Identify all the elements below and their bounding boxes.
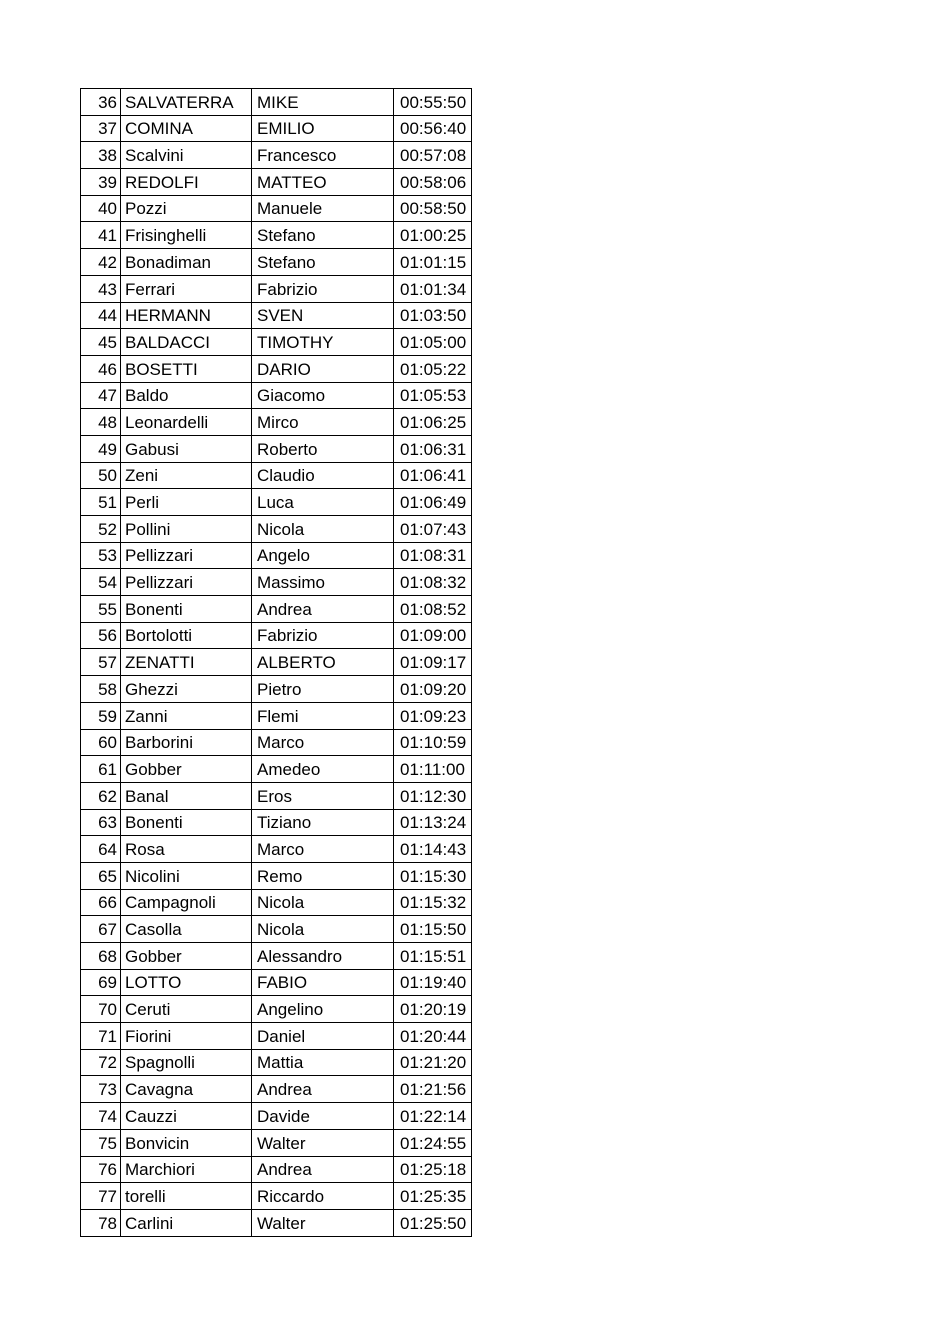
surname-cell: Ghezzi — [121, 676, 252, 703]
time-cell: 01:01:15 — [394, 249, 472, 276]
time-cell: 01:20:44 — [394, 1023, 472, 1050]
position-cell: 59 — [81, 702, 121, 729]
time-cell: 01:25:50 — [394, 1209, 472, 1236]
time-cell: 01:06:49 — [394, 489, 472, 516]
table-row — [81, 542, 472, 569]
table-row — [81, 1183, 472, 1210]
time-cell: 01:05:53 — [394, 382, 472, 409]
table-row — [81, 996, 472, 1023]
first-name-cell: Stefano — [252, 222, 394, 249]
position-cell: 77 — [81, 1183, 121, 1210]
table-row — [81, 516, 472, 543]
table-row — [81, 676, 472, 703]
surname-cell: HERMANN — [121, 302, 252, 329]
position-cell: 51 — [81, 489, 121, 516]
first-name-cell: Luca — [252, 489, 394, 516]
time-cell: 00:56:40 — [394, 115, 472, 142]
table-row — [81, 596, 472, 623]
first-name-cell: Fabrizio — [252, 622, 394, 649]
time-cell: 01:21:56 — [394, 1076, 472, 1103]
surname-cell: Rosa — [121, 836, 252, 863]
results-table-body — [81, 89, 472, 1237]
first-name-cell: MIKE — [252, 89, 394, 116]
surname-cell: ZENATTI — [121, 649, 252, 676]
time-cell: 00:58:50 — [394, 195, 472, 222]
surname-cell: Carlini — [121, 1209, 252, 1236]
time-cell: 01:03:50 — [394, 302, 472, 329]
time-cell: 01:05:22 — [394, 355, 472, 382]
position-cell: 70 — [81, 996, 121, 1023]
surname-cell: Marchiori — [121, 1156, 252, 1183]
surname-cell: BOSETTI — [121, 355, 252, 382]
first-name-cell: Flemi — [252, 702, 394, 729]
surname-cell: Ferrari — [121, 275, 252, 302]
position-cell: 47 — [81, 382, 121, 409]
time-cell: 01:06:41 — [394, 462, 472, 489]
results-table — [80, 88, 472, 1237]
first-name-cell: Marco — [252, 836, 394, 863]
position-cell: 65 — [81, 862, 121, 889]
position-cell: 41 — [81, 222, 121, 249]
table-row — [81, 409, 472, 436]
surname-cell: Zeni — [121, 462, 252, 489]
surname-cell: Fiorini — [121, 1023, 252, 1050]
surname-cell: Leonardelli — [121, 409, 252, 436]
surname-cell: Barborini — [121, 729, 252, 756]
surname-cell: BALDACCI — [121, 329, 252, 356]
position-cell: 61 — [81, 756, 121, 783]
surname-cell: Nicolini — [121, 862, 252, 889]
first-name-cell: SVEN — [252, 302, 394, 329]
table-row — [81, 1103, 472, 1130]
table-row — [81, 1156, 472, 1183]
table-row — [81, 1023, 472, 1050]
first-name-cell: Walter — [252, 1209, 394, 1236]
time-cell: 01:08:32 — [394, 569, 472, 596]
surname-cell: Cauzzi — [121, 1103, 252, 1130]
position-cell: 55 — [81, 596, 121, 623]
first-name-cell: Giacomo — [252, 382, 394, 409]
table-row — [81, 195, 472, 222]
surname-cell: Baldo — [121, 382, 252, 409]
table-row — [81, 569, 472, 596]
first-name-cell: Andrea — [252, 1076, 394, 1103]
position-cell: 44 — [81, 302, 121, 329]
surname-cell: Gobber — [121, 943, 252, 970]
position-cell: 43 — [81, 275, 121, 302]
time-cell: 01:15:30 — [394, 862, 472, 889]
table-row — [81, 329, 472, 356]
position-cell: 73 — [81, 1076, 121, 1103]
table-row — [81, 115, 472, 142]
table-row — [81, 355, 472, 382]
table-row — [81, 729, 472, 756]
time-cell: 01:15:51 — [394, 943, 472, 970]
table-row — [81, 809, 472, 836]
surname-cell: torelli — [121, 1183, 252, 1210]
first-name-cell: Marco — [252, 729, 394, 756]
position-cell: 45 — [81, 329, 121, 356]
time-cell: 01:00:25 — [394, 222, 472, 249]
time-cell: 01:07:43 — [394, 516, 472, 543]
time-cell: 01:25:35 — [394, 1183, 472, 1210]
surname-cell: Bonenti — [121, 809, 252, 836]
first-name-cell: Nicola — [252, 889, 394, 916]
position-cell: 76 — [81, 1156, 121, 1183]
time-cell: 01:13:24 — [394, 809, 472, 836]
table-row — [81, 756, 472, 783]
time-cell: 01:01:34 — [394, 275, 472, 302]
position-cell: 38 — [81, 142, 121, 169]
surname-cell: Frisinghelli — [121, 222, 252, 249]
first-name-cell: Davide — [252, 1103, 394, 1130]
table-row — [81, 1049, 472, 1076]
time-cell: 01:25:18 — [394, 1156, 472, 1183]
table-row — [81, 862, 472, 889]
time-cell: 01:24:55 — [394, 1129, 472, 1156]
time-cell: 00:58:06 — [394, 169, 472, 196]
position-cell: 46 — [81, 355, 121, 382]
first-name-cell: Mattia — [252, 1049, 394, 1076]
position-cell: 54 — [81, 569, 121, 596]
position-cell: 75 — [81, 1129, 121, 1156]
surname-cell: Bortolotti — [121, 622, 252, 649]
time-cell: 01:12:30 — [394, 782, 472, 809]
first-name-cell: Amedeo — [252, 756, 394, 783]
table-row — [81, 142, 472, 169]
first-name-cell: Claudio — [252, 462, 394, 489]
first-name-cell: Massimo — [252, 569, 394, 596]
first-name-cell: Nicola — [252, 516, 394, 543]
time-cell: 01:09:00 — [394, 622, 472, 649]
table-row — [81, 969, 472, 996]
position-cell: 58 — [81, 676, 121, 703]
table-row — [81, 889, 472, 916]
position-cell: 48 — [81, 409, 121, 436]
surname-cell: Pellizzari — [121, 542, 252, 569]
first-name-cell: Stefano — [252, 249, 394, 276]
position-cell: 68 — [81, 943, 121, 970]
table-row — [81, 916, 472, 943]
table-row — [81, 435, 472, 462]
position-cell: 56 — [81, 622, 121, 649]
position-cell: 53 — [81, 542, 121, 569]
time-cell: 01:19:40 — [394, 969, 472, 996]
first-name-cell: Manuele — [252, 195, 394, 222]
time-cell: 01:09:20 — [394, 676, 472, 703]
surname-cell: Perli — [121, 489, 252, 516]
first-name-cell: Mirco — [252, 409, 394, 436]
table-row — [81, 222, 472, 249]
table-row — [81, 782, 472, 809]
first-name-cell: Andrea — [252, 1156, 394, 1183]
first-name-cell: DARIO — [252, 355, 394, 382]
surname-cell: Campagnoli — [121, 889, 252, 916]
first-name-cell: MATTEO — [252, 169, 394, 196]
table-row — [81, 649, 472, 676]
position-cell: 39 — [81, 169, 121, 196]
time-cell: 01:15:32 — [394, 889, 472, 916]
table-row — [81, 249, 472, 276]
time-cell: 01:09:17 — [394, 649, 472, 676]
position-cell: 50 — [81, 462, 121, 489]
first-name-cell: Alessandro — [252, 943, 394, 970]
position-cell: 78 — [81, 1209, 121, 1236]
position-cell: 36 — [81, 89, 121, 116]
first-name-cell: Tiziano — [252, 809, 394, 836]
table-row — [81, 836, 472, 863]
first-name-cell: Eros — [252, 782, 394, 809]
table-row — [81, 302, 472, 329]
surname-cell: Scalvini — [121, 142, 252, 169]
position-cell: 57 — [81, 649, 121, 676]
position-cell: 62 — [81, 782, 121, 809]
table-row — [81, 1209, 472, 1236]
table-row — [81, 382, 472, 409]
surname-cell: Ceruti — [121, 996, 252, 1023]
first-name-cell: Andrea — [252, 596, 394, 623]
position-cell: 52 — [81, 516, 121, 543]
table-row — [81, 943, 472, 970]
first-name-cell: Roberto — [252, 435, 394, 462]
time-cell: 01:14:43 — [394, 836, 472, 863]
surname-cell: Pozzi — [121, 195, 252, 222]
time-cell: 01:11:00 — [394, 756, 472, 783]
position-cell: 60 — [81, 729, 121, 756]
time-cell: 01:15:50 — [394, 916, 472, 943]
position-cell: 40 — [81, 195, 121, 222]
position-cell: 63 — [81, 809, 121, 836]
first-name-cell: ALBERTO — [252, 649, 394, 676]
surname-cell: Casolla — [121, 916, 252, 943]
surname-cell: Gobber — [121, 756, 252, 783]
first-name-cell: Daniel — [252, 1023, 394, 1050]
surname-cell: Pellizzari — [121, 569, 252, 596]
position-cell: 37 — [81, 115, 121, 142]
time-cell: 01:22:14 — [394, 1103, 472, 1130]
time-cell: 01:21:20 — [394, 1049, 472, 1076]
time-cell: 00:57:08 — [394, 142, 472, 169]
first-name-cell: Nicola — [252, 916, 394, 943]
surname-cell: Bonenti — [121, 596, 252, 623]
position-cell: 42 — [81, 249, 121, 276]
surname-cell: Banal — [121, 782, 252, 809]
position-cell: 74 — [81, 1103, 121, 1130]
time-cell: 01:09:23 — [394, 702, 472, 729]
first-name-cell: FABIO — [252, 969, 394, 996]
table-row — [81, 702, 472, 729]
table-row — [81, 1129, 472, 1156]
table-row — [81, 622, 472, 649]
time-cell: 00:55:50 — [394, 89, 472, 116]
first-name-cell: Walter — [252, 1129, 394, 1156]
position-cell: 69 — [81, 969, 121, 996]
time-cell: 01:10:59 — [394, 729, 472, 756]
time-cell: 01:06:25 — [394, 409, 472, 436]
position-cell: 67 — [81, 916, 121, 943]
surname-cell: LOTTO — [121, 969, 252, 996]
table-row — [81, 169, 472, 196]
surname-cell: SALVATERRA — [121, 89, 252, 116]
surname-cell: REDOLFI — [121, 169, 252, 196]
surname-cell: Spagnolli — [121, 1049, 252, 1076]
time-cell: 01:20:19 — [394, 996, 472, 1023]
table-row — [81, 462, 472, 489]
position-cell: 71 — [81, 1023, 121, 1050]
time-cell: 01:05:00 — [394, 329, 472, 356]
surname-cell: Bonvicin — [121, 1129, 252, 1156]
position-cell: 49 — [81, 435, 121, 462]
surname-cell: Zanni — [121, 702, 252, 729]
position-cell: 72 — [81, 1049, 121, 1076]
position-cell: 64 — [81, 836, 121, 863]
first-name-cell: Remo — [252, 862, 394, 889]
table-row — [81, 89, 472, 116]
surname-cell: Bonadiman — [121, 249, 252, 276]
first-name-cell: Angelo — [252, 542, 394, 569]
time-cell: 01:06:31 — [394, 435, 472, 462]
surname-cell: Gabusi — [121, 435, 252, 462]
table-row — [81, 275, 472, 302]
first-name-cell: Pietro — [252, 676, 394, 703]
first-name-cell: Angelino — [252, 996, 394, 1023]
first-name-cell: Riccardo — [252, 1183, 394, 1210]
surname-cell: Pollini — [121, 516, 252, 543]
surname-cell: Cavagna — [121, 1076, 252, 1103]
time-cell: 01:08:52 — [394, 596, 472, 623]
table-row — [81, 489, 472, 516]
first-name-cell: EMILIO — [252, 115, 394, 142]
first-name-cell: TIMOTHY — [252, 329, 394, 356]
first-name-cell: Fabrizio — [252, 275, 394, 302]
surname-cell: COMINA — [121, 115, 252, 142]
time-cell: 01:08:31 — [394, 542, 472, 569]
table-row — [81, 1076, 472, 1103]
first-name-cell: Francesco — [252, 142, 394, 169]
position-cell: 66 — [81, 889, 121, 916]
